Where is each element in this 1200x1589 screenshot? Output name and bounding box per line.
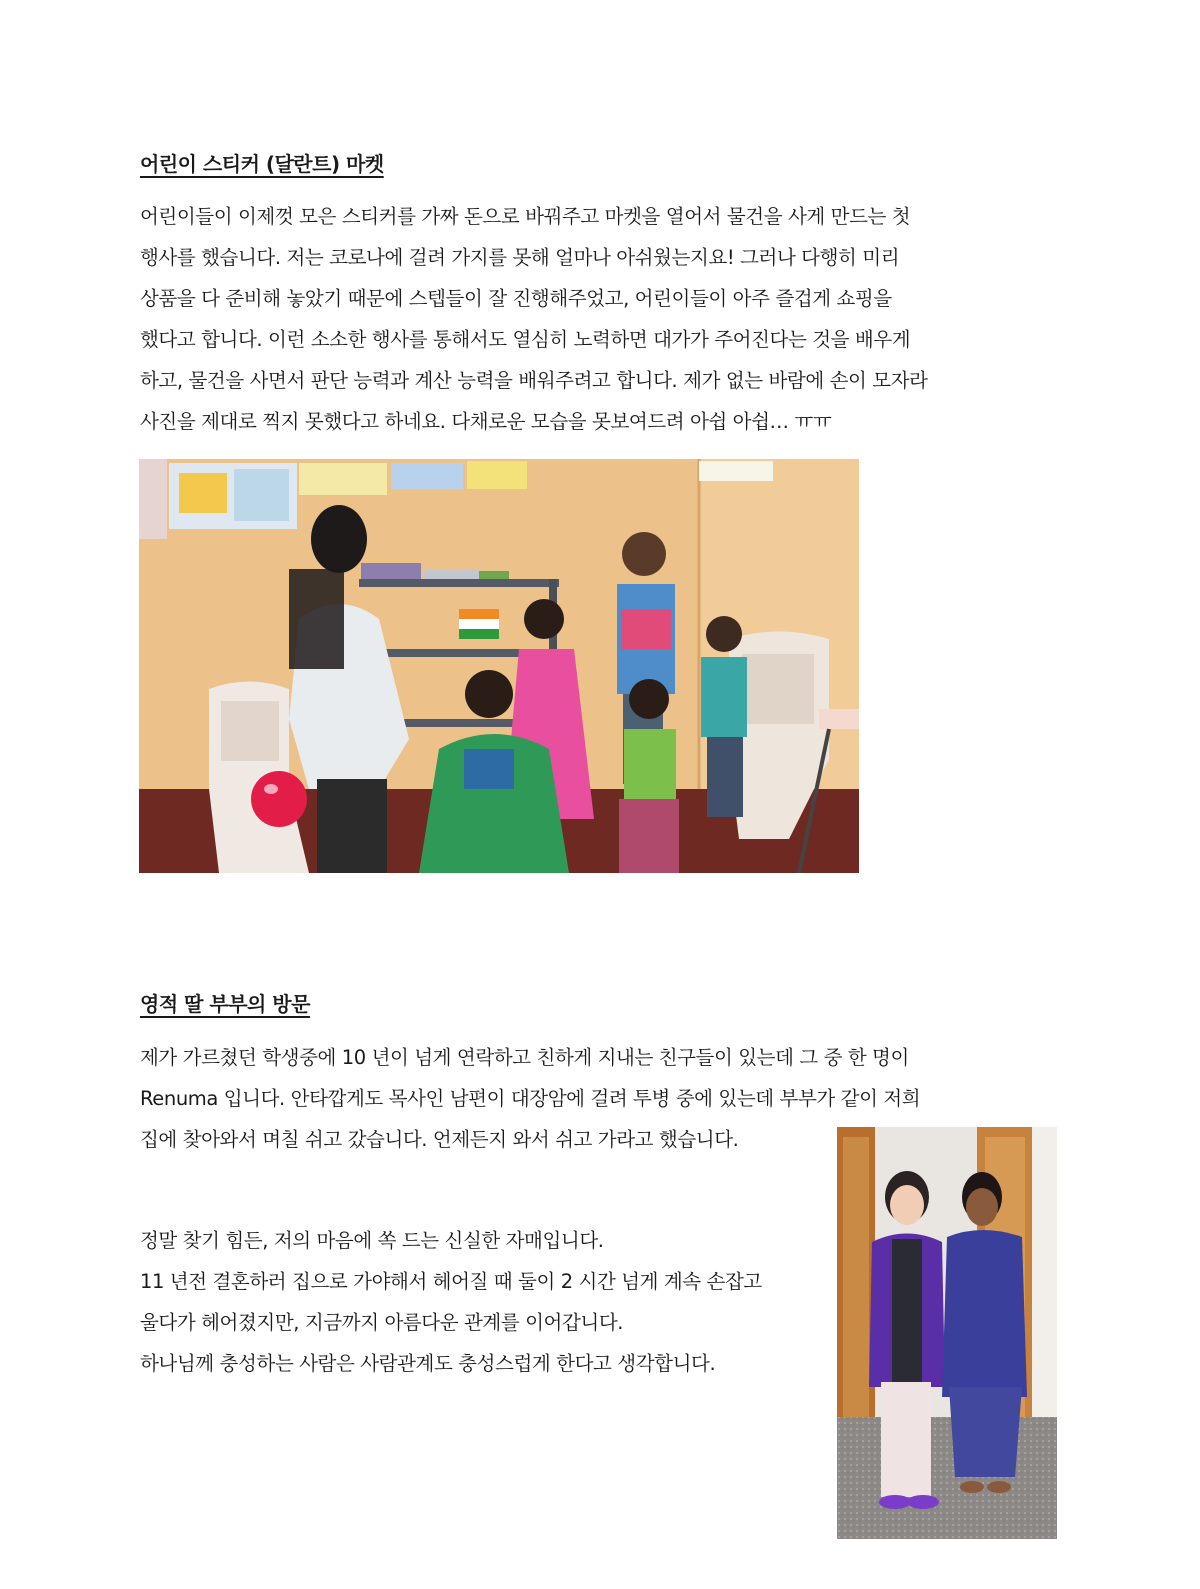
section1-line: 상품을 다 준비해 놓았기 때문에 스텝들이 잘 진행해주었고, 어린이들이 아주 즐겁게 쇼핑을: [140, 287, 892, 310]
section2-line: 11 년전 결혼하러 집으로 가야해서 헤어질 때 둘이 2 시간 넘게 계속 손잡고: [140, 1270, 762, 1293]
section1-line: 하고, 물건을 사면서 판단 능력과 계산 능력을 배워주려고 합니다. 제가 없는 바람에 손이 모자라: [140, 369, 928, 392]
section2-line: 제가 가르쳤던 학생중에 10 년이 넘게 연락하고 친하게 지내는 친구들이 있는데 그 중 한 명이: [140, 1046, 909, 1069]
section1-line: 사진을 제대로 찍지 못했다고 하네요. 다채로운 모습을 못보여드려 아쉽 아쉽… ㅠㅠ: [140, 410, 832, 433]
section2-paragraph: [140, 1037, 920, 1160]
section2-line: 하나님께 충성하는 사람은 사람관계도 충성스럽게 한다고 생각합니다.: [140, 1352, 716, 1375]
visit-photo: [837, 1127, 1057, 1539]
section2-line: 울다가 헤어졌지만, 지금까지 아름다운 관계를 이어갑니다.: [140, 1311, 624, 1334]
section1-title: 어린이 스티커 (달란트) 마켓: [140, 152, 384, 176]
section2-paragraph-2: [140, 1220, 762, 1384]
section2-title: 영적 딸 부부의 방문: [140, 992, 310, 1016]
section1-line: 행사를 했습니다. 저는 코로나에 걸려 가지를 못해 얼마나 아쉬웠는지요! 그러나 다행히 미리: [140, 246, 900, 269]
section2-line: 집에 찾아와서 며칠 쉬고 갔습니다. 언제든지 와서 쉬고 가라고 했습니다.: [140, 1128, 739, 1151]
section1-line: 했다고 합니다. 이런 소소한 행사를 통해서도 열심히 노력하면 대가가 주어진다는 것을 배우게: [140, 328, 911, 351]
section1-paragraph: [140, 196, 928, 442]
section2-line: Renuma 입니다. 안타깝게도 목사인 남편이 대장암에 걸려 투병 중에 있는데 부부가 같이 저희: [140, 1087, 921, 1110]
section1-line: 어린이들이 이제껏 모은 스티커를 가짜 돈으로 바꿔주고 마켓을 열어서 물건을 사게 만드는 첫: [140, 205, 911, 228]
section2-line: 정말 찾기 힘든, 저의 마음에 쏙 드는 신실한 자매입니다.: [140, 1229, 604, 1252]
market-photo: [139, 459, 859, 873]
